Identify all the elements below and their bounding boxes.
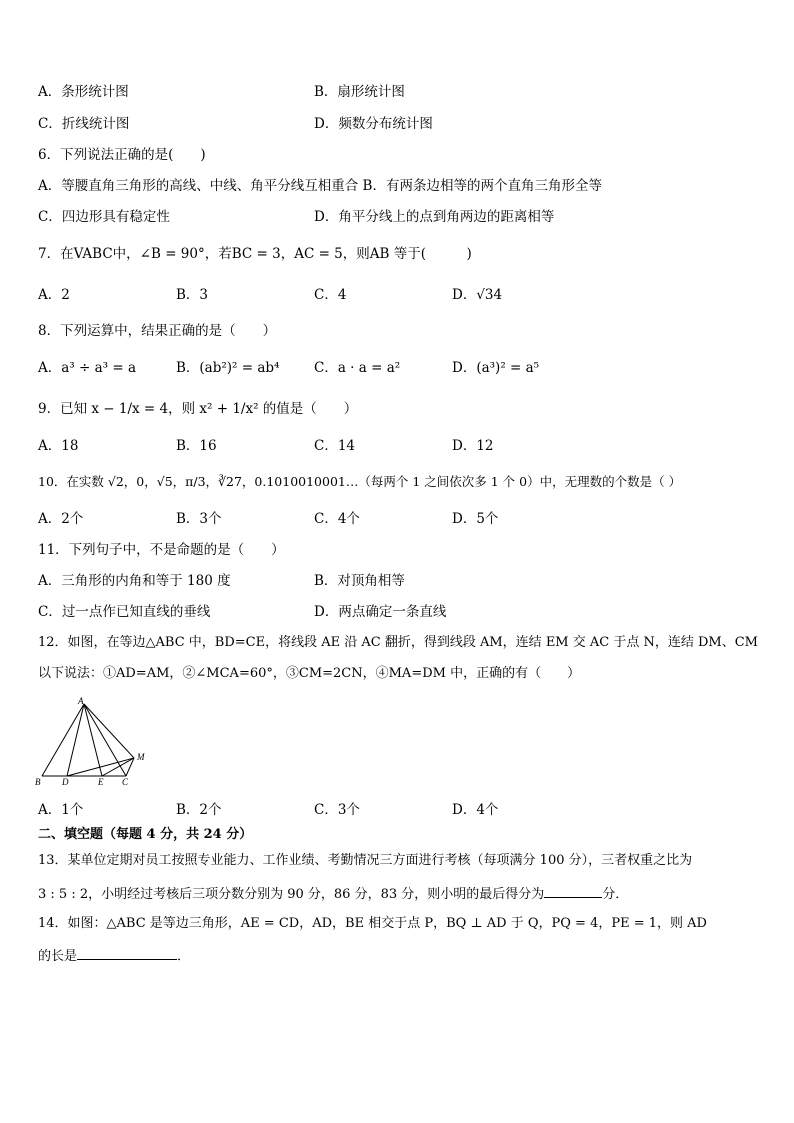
q8-option-a: A．a³ ÷ a³ = a (38, 360, 137, 376)
q9-stem: 9．已知 x − 1/x = 4，则 x² + 1/x² 的值是（ ） (38, 401, 358, 417)
q8-stem: 8．下列运算中，结果正确的是（ ） (38, 323, 277, 339)
q11-option-a: A．三角形的内角和等于 180 度 (38, 573, 231, 589)
q6-option-c: C．四边形具有稳定性 (38, 209, 170, 225)
q13-line1: 13．某单位定期对员工按照专业能力、工作业绩、考勤情况三方面进行考核（每项满分 100 分），三者权重之比为 (38, 853, 693, 868)
q9-option-c: C．14 (314, 438, 356, 454)
q10-stem: 10．在实数 √2，0，√5，π/3，∛27，0.1010010001…（每两个 1 之间依次多 1 个 0）中，无理数的个数是（ ） (38, 474, 682, 489)
q14-line2 (38, 945, 190, 967)
q8-option-b: B．(ab²)² = ab⁴ (176, 360, 280, 376)
q7-option-a: A．2 (38, 287, 70, 303)
q6-option-d: D．角平分线上的点到角两边的距离相等 (314, 209, 555, 225)
q11-stem: 11．下列句子中，不是命题的是（ ） (38, 542, 285, 558)
segment-ac (84, 704, 126, 776)
q12-stem-line2: 以下说法：①AD=AM，②∠MCA=60°，③CM=2CN，④MA=DM 中，正确的有（ ） (38, 666, 581, 681)
q7-option-b: B．3 (176, 287, 209, 303)
q13-line2-unit: 分． (602, 887, 629, 902)
segment-ab (42, 704, 84, 776)
label-c: C (122, 777, 129, 787)
q9-option-b: B．16 (176, 438, 217, 454)
q5-option-a: A．条形统计图 (38, 84, 129, 100)
label-m: M (137, 752, 145, 762)
q10-option-b: B．3个 (176, 511, 222, 527)
q10-option-d: D．5个 (452, 511, 499, 527)
label-a: A (78, 696, 84, 706)
q13-line2 (38, 883, 628, 905)
q8-option-d: D．(a³)² = a⁵ (452, 360, 540, 376)
q9-option-a: A．18 (38, 438, 79, 454)
q14-answer-blank (77, 945, 177, 960)
q9-option-d: D．12 (452, 438, 494, 454)
q14-line1: 14．如图：△ABC 是等边三角形，AE = CD，AD，BE 相交于点 P，BQ ⊥ AD 于 Q，PQ = 4，PE = 1，则 AD (38, 916, 707, 931)
q13-line2-text: 3 : 5 : 2，小明经过考核后三项分数分别为 90 分，86 分，83 分，则小明的最后得分为 (38, 887, 545, 902)
section-2-title: 二、填空题（每题 4 分，共 24 分） (38, 827, 253, 842)
q12-triangle-figure (34, 694, 154, 790)
label-e: E (98, 777, 104, 787)
q14-line2-end: ． (177, 949, 191, 964)
q8-option-c: C．a · a = a² (314, 360, 401, 376)
label-b: B (35, 777, 41, 787)
q5-option-c: C．折线统计图 (38, 116, 130, 132)
segment-ad (67, 704, 84, 776)
segment-ae (84, 704, 102, 776)
q14-line2-text: 的长是 (38, 949, 78, 964)
q6-options-ab: A．等腰直角三角形的高线、中线、角平分线互相重合 B．有两条边相等的两个直角三角形全等 (38, 178, 602, 194)
q5-option-d: D．频数分布统计图 (314, 116, 433, 132)
label-d: D (62, 777, 69, 787)
q10-option-c: C．4个 (314, 511, 360, 527)
q12-option-a: A．1个 (38, 802, 84, 818)
q13-answer-blank (544, 883, 602, 898)
q6-stem: 6．下列说法正确的是( ) (38, 147, 206, 163)
q10-option-a: A．2个 (38, 511, 84, 527)
q7-stem: 7．在VABC中，∠B = 90°，若BC = 3，AC = 5，则AB 等于( ) (38, 246, 472, 262)
segment-em (102, 758, 134, 776)
q11-option-c: C．过一点作已知直线的垂线 (38, 604, 211, 620)
q7-option-d: D．√34 (452, 287, 503, 303)
q7-option-c: C．4 (314, 287, 347, 303)
q12-stem-line1: 12．如图，在等边△ABC 中，BD=CE，将线段 AE 沿 AC 翻折，得到线段 AM，连结 EM 交 AC 于点 N，连结 DM、CM (38, 635, 758, 650)
q11-option-b: B．对顶角相等 (314, 573, 405, 589)
q11-option-d: D．两点确定一条直线 (314, 604, 447, 620)
q12-option-c: C．3个 (314, 802, 360, 818)
q12-option-b: B．2个 (176, 802, 222, 818)
q12-option-d: D．4个 (452, 802, 499, 818)
q5-option-b: B．扇形统计图 (314, 84, 405, 100)
segment-am (84, 704, 134, 758)
